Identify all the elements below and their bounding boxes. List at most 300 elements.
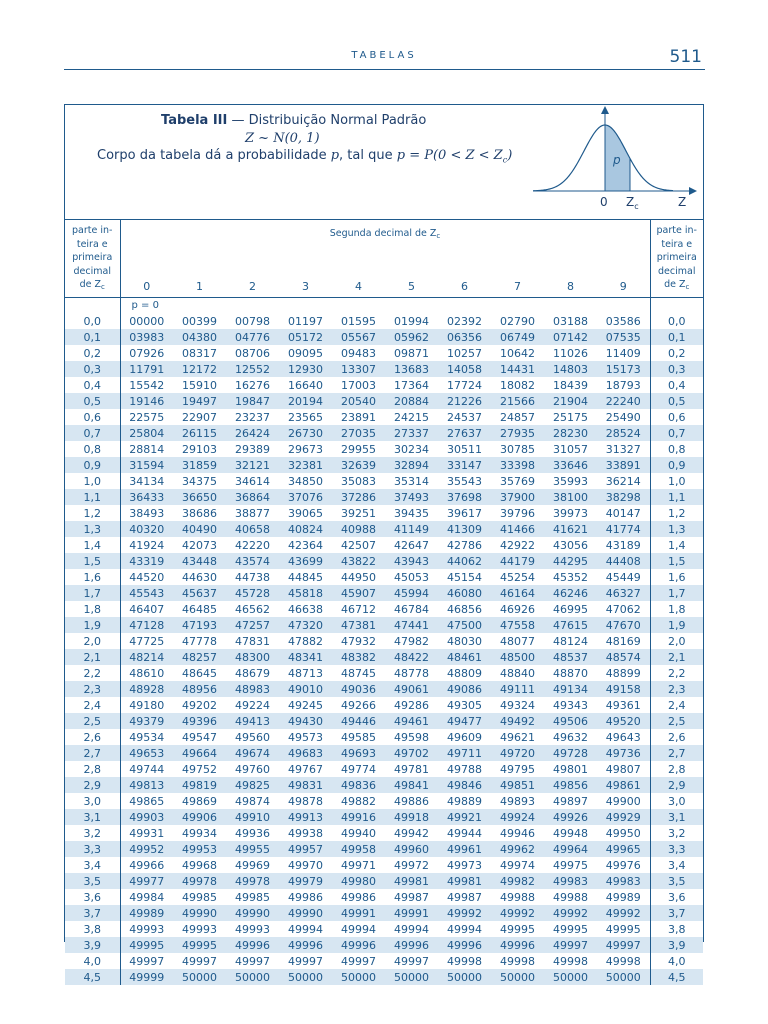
probability-cell: 35314 [394, 474, 429, 488]
probability-cell: 21566 [491, 393, 544, 409]
z-value-left: 1,6 [65, 569, 120, 585]
probability-cell: 26115 [173, 425, 226, 441]
title-dash: — [231, 113, 245, 128]
probability-cell: 49781 [394, 762, 429, 776]
probability-cell: 38686 [182, 506, 217, 520]
probability-cell: 49981 [385, 873, 438, 889]
probability-cell: 49921 [438, 809, 491, 825]
page-number: 511 [669, 47, 702, 67]
probability-cell: 13683 [385, 361, 438, 377]
probability-cell: 50000 [438, 969, 491, 985]
probability-cell: 33398 [491, 457, 544, 473]
table-row [65, 617, 703, 633]
probability-cell: 50000 [597, 969, 650, 985]
z-value-right: 3,0 [650, 793, 703, 809]
z-value-left: 1,1 [65, 489, 120, 505]
probability-cell: 49998 [605, 954, 641, 968]
probability-cell: 21226 [438, 393, 491, 409]
probability-cell: 49998 [553, 954, 588, 968]
z-value-right: 2,5 [650, 713, 703, 729]
probability-cell: 49992 [544, 905, 597, 921]
z-value-right: 2,1 [650, 649, 703, 665]
probability-cell: 49903 [120, 809, 173, 825]
probability-cell: 46638 [288, 602, 323, 616]
z-value-right: 3,2 [650, 825, 703, 841]
probability-cell: 39796 [500, 506, 535, 520]
probability-cell: 49994 [447, 922, 482, 936]
probability-cell: 49728 [544, 745, 597, 761]
probability-cell: 49598 [394, 730, 429, 744]
probability-cell: 18439 [553, 378, 588, 392]
probability-cell: 49988 [500, 890, 535, 904]
zc-label-sub: c [634, 202, 639, 211]
z-value-left: 1,0 [65, 473, 120, 489]
probability-cell: 49643 [605, 730, 641, 744]
z-value-right: 0,5 [650, 393, 703, 409]
probability-cell: 42786 [447, 538, 482, 552]
z-value-right: 1,2 [650, 505, 703, 521]
z-value-right: 2,2 [650, 665, 703, 681]
column-header-digit: 3 [279, 261, 332, 297]
probability-cell: 27637 [438, 425, 491, 441]
probability-cell: 19847 [226, 393, 279, 409]
probability-cell: 49978 [226, 873, 279, 889]
probability-cell: 33891 [597, 457, 650, 473]
probability-cell: 49993 [235, 922, 270, 936]
probability-cell: 27035 [332, 425, 385, 441]
probability-cell: 49807 [605, 762, 641, 776]
probability-cell: 47982 [394, 634, 429, 648]
z-value-right: 0,1 [650, 329, 703, 345]
probability-cell: 24857 [500, 410, 535, 424]
table-row [65, 313, 703, 329]
probability-cell: 49856 [544, 777, 597, 793]
probability-cell: 15910 [182, 378, 217, 392]
probability-cell: 49955 [226, 841, 279, 857]
probability-cell: 49952 [120, 841, 173, 857]
probability-cell: 29955 [341, 442, 376, 456]
table-row [65, 425, 703, 441]
header-divider [64, 69, 705, 70]
table-row [65, 713, 703, 729]
probability-cell: 49946 [500, 826, 535, 840]
probability-cell: 48257 [173, 649, 226, 665]
probability-cell: 49819 [173, 777, 226, 793]
probability-cell: 37286 [332, 489, 385, 505]
side-header-line: de $Z_c$ [664, 279, 690, 291]
probability-cell: 48030 [447, 634, 482, 648]
probability-cell: 41924 [129, 538, 165, 552]
y-axis-arrow-icon [601, 106, 609, 114]
probability-cell: 44179 [491, 553, 544, 569]
probability-cell: 49993 [129, 922, 165, 936]
probability-cell: 39065 [288, 506, 323, 520]
probability-cell: 47128 [120, 617, 173, 633]
z-value-left: 2,9 [65, 777, 120, 793]
right-side-header [650, 220, 703, 297]
probability-cell: 48537 [544, 649, 597, 665]
probability-cell: 49994 [341, 922, 376, 936]
z-value-left: 3,3 [65, 841, 120, 857]
probability-cell: 48928 [120, 681, 173, 697]
probability-cell: 49910 [226, 809, 279, 825]
probability-cell: 49977 [120, 873, 173, 889]
table-row [65, 345, 703, 361]
probability-cell: 49343 [553, 698, 588, 712]
z-value-left: 3,6 [65, 889, 120, 905]
probability-cell: 49993 [182, 922, 217, 936]
table-row [65, 329, 703, 345]
probability-cell: 43943 [385, 553, 438, 569]
probability-cell: 43699 [279, 553, 332, 569]
table-row [65, 745, 703, 761]
probability-cell: 39435 [394, 506, 429, 520]
probability-cell: 46712 [341, 602, 376, 616]
probability-cell: 30511 [447, 442, 482, 456]
table-row [65, 793, 703, 809]
probability-cell: 49986 [288, 890, 323, 904]
probability-cell: 49998 [447, 954, 482, 968]
probability-cell: 49874 [235, 794, 270, 808]
probability-cell: 49061 [385, 681, 438, 697]
table-row [65, 857, 703, 873]
probability-cell: 48713 [288, 666, 323, 680]
z-value-right: 2,4 [650, 697, 703, 713]
probability-cell: 49324 [500, 698, 535, 712]
probability-cell: 45994 [385, 585, 438, 601]
probability-cell: 49111 [491, 681, 544, 697]
probability-cell: 49969 [235, 858, 270, 872]
table-description [97, 148, 512, 165]
z-value-left: 2,1 [65, 649, 120, 665]
probability-cell: 35083 [341, 474, 376, 488]
probability-cell: 31859 [173, 457, 226, 473]
probability-cell: 48382 [332, 649, 385, 665]
table-row [65, 889, 703, 905]
z-value-left: 1,4 [65, 537, 120, 553]
probability-cell: 19146 [120, 393, 173, 409]
probability-cell: 46164 [491, 585, 544, 601]
z-value-left: 0,5 [65, 393, 120, 409]
table-row [65, 553, 703, 569]
probability-cell: 36214 [605, 474, 641, 488]
probability-cell: 49966 [129, 858, 165, 872]
probability-cell: 05962 [385, 329, 438, 345]
table-row [65, 777, 703, 793]
probability-cell: 14803 [544, 361, 597, 377]
probability-cell: 32381 [279, 457, 332, 473]
p-zero-label: p = 0 [120, 297, 226, 313]
z-value-left: 2,2 [65, 665, 120, 681]
probability-cell: 49987 [447, 890, 482, 904]
probability-cell: 19497 [173, 393, 226, 409]
z-value-right: 0,3 [650, 361, 703, 377]
probability-cell: 12552 [226, 361, 279, 377]
side-header-line: primeira [72, 252, 113, 263]
probability-cell: 03586 [605, 314, 641, 328]
probability-cell: 48461 [438, 649, 491, 665]
z-value-left: 2,6 [65, 729, 120, 745]
z-value-left: 0,0 [65, 313, 120, 329]
probability-cell: 04380 [173, 329, 226, 345]
probability-cell: 38877 [235, 506, 270, 520]
probability-cell: 49836 [332, 777, 385, 793]
column-header-digit: 7 [491, 261, 544, 297]
probability-cell: 47193 [173, 617, 226, 633]
probability-cell: 49996 [491, 937, 544, 953]
probability-cell: 33646 [544, 457, 597, 473]
probability-cell: 48956 [173, 681, 226, 697]
probability-cell: 35993 [553, 474, 588, 488]
probability-cell: 49361 [605, 698, 641, 712]
probability-cell: 43574 [226, 553, 279, 569]
probability-cell: 49991 [332, 905, 385, 921]
probability-cell: 49926 [544, 809, 597, 825]
z-value-right: 0,8 [650, 441, 703, 457]
probability-cell: 42922 [500, 538, 535, 552]
description-middle: , tal que [339, 148, 393, 163]
table-row [65, 521, 703, 537]
probability-cell: 02790 [500, 314, 535, 328]
probability-cell: 49621 [500, 730, 535, 744]
probability-cell: 40658 [226, 521, 279, 537]
probability-cell: 27935 [491, 425, 544, 441]
probability-cell: 44408 [597, 553, 650, 569]
probability-cell: 02392 [447, 314, 482, 328]
z-value-right: 1,5 [650, 553, 703, 569]
probability-cell: 05172 [279, 329, 332, 345]
probability-cell: 49986 [341, 890, 376, 904]
probability-cell: 21904 [544, 393, 597, 409]
probability-cell: 36864 [226, 489, 279, 505]
probability-cell: 49916 [332, 809, 385, 825]
probability-cell: 49979 [279, 873, 332, 889]
probability-cell: 49929 [597, 809, 650, 825]
probability-cell: 49379 [120, 713, 173, 729]
probability-cell: 49942 [394, 826, 429, 840]
probability-cell: 49831 [279, 777, 332, 793]
probability-cell: 49965 [597, 841, 650, 857]
probability-cell: 35543 [447, 474, 482, 488]
probability-cell: 49944 [447, 826, 482, 840]
probability-cell: 26424 [226, 425, 279, 441]
probability-cell: 01994 [394, 314, 429, 328]
probability-cell: 49134 [544, 681, 597, 697]
probability-cell: 37493 [385, 489, 438, 505]
probability-cell: 49992 [491, 905, 544, 921]
z-value-left: 0,3 [65, 361, 120, 377]
x-axis-arrow-icon [689, 187, 697, 195]
probability-cell: 45818 [279, 585, 332, 601]
probability-cell: 06749 [491, 329, 544, 345]
z-value-right: 1,0 [650, 473, 703, 489]
column-header-digit: 8 [544, 261, 597, 297]
probability-cell: 47932 [341, 634, 376, 648]
z-value-left: 1,7 [65, 585, 120, 601]
probability-cell: 41621 [544, 521, 597, 537]
table-row [65, 473, 703, 489]
probability-cell: 47257 [226, 617, 279, 633]
probability-cell: 49978 [173, 873, 226, 889]
probability-cell: 38298 [597, 489, 650, 505]
probability-expression: p = P(0 < Z < Z [396, 148, 503, 163]
table-row [65, 585, 703, 601]
side-header-line: teira e [76, 238, 108, 250]
probability-cell: 49996 [332, 937, 385, 953]
probability-cell: 25175 [553, 410, 588, 424]
probability-cell: 44062 [438, 553, 491, 569]
probability-cell: 44738 [235, 570, 270, 584]
probability-cell: 49825 [226, 777, 279, 793]
probability-cell: 49991 [385, 905, 438, 921]
probability-cell: 49971 [341, 858, 376, 872]
table-row [65, 937, 703, 953]
column-header-digit: 9 [597, 261, 650, 297]
probability-cell: 35769 [500, 474, 535, 488]
table-row [65, 377, 703, 393]
column-header-digit: 6 [438, 261, 491, 297]
probability-cell: 49878 [288, 794, 323, 808]
zero-label: 0 [600, 195, 608, 209]
probability-cell: 49957 [279, 841, 332, 857]
table-row [65, 601, 703, 617]
probability-cell: 17724 [447, 378, 482, 392]
probability-cell: 49997 [182, 954, 217, 968]
probability-cell: 46246 [544, 585, 597, 601]
probability-cell: 32121 [226, 457, 279, 473]
table-row [65, 649, 703, 665]
probability-cell: 49934 [182, 826, 217, 840]
probability-cell: 32639 [332, 457, 385, 473]
z-value-left: 2,7 [65, 745, 120, 761]
z-value-left: 3,8 [65, 921, 120, 937]
probability-cell: 49560 [235, 730, 270, 744]
z-value-left: 0,4 [65, 377, 120, 393]
probability-cell: 28230 [544, 425, 597, 441]
z-value-left: 1,9 [65, 617, 120, 633]
probability-cell: 48574 [597, 649, 650, 665]
probability-cell: 07535 [597, 329, 650, 345]
probability-cell: 48077 [500, 634, 535, 648]
probability-cell: 45154 [447, 570, 482, 584]
probability-cell: 49774 [341, 762, 376, 776]
probability-cell: 49744 [129, 762, 165, 776]
probability-cell: 49180 [129, 698, 165, 712]
z-value-left: 2,5 [65, 713, 120, 729]
probability-cell: 41149 [385, 521, 438, 537]
z-value-right: 3,1 [650, 809, 703, 825]
probability-cell: 25804 [120, 425, 173, 441]
probability-cell: 48809 [447, 666, 482, 680]
probability-cell: 49461 [385, 713, 438, 729]
probability-cell: 49752 [182, 762, 217, 776]
probability-cell: 47558 [491, 617, 544, 633]
z-value-right: 2,9 [650, 777, 703, 793]
probability-cell: 49976 [605, 858, 641, 872]
probability-cell: 45907 [332, 585, 385, 601]
probability-cell: 49961 [438, 841, 491, 857]
probability-cell: 49286 [394, 698, 429, 712]
z-value-right: 3,4 [650, 857, 703, 873]
probability-cell: 28814 [129, 442, 165, 456]
probability-cell: 49989 [120, 905, 173, 921]
probability-cell: 48983 [226, 681, 279, 697]
table-title-area [65, 105, 703, 219]
probability-cell: 38100 [544, 489, 597, 505]
probability-cell: 44520 [129, 570, 165, 584]
probability-cell: 41309 [438, 521, 491, 537]
probability-cell: 49788 [447, 762, 482, 776]
probability-cell: 22240 [597, 393, 650, 409]
probability-cell: 33147 [438, 457, 491, 473]
probability-cell: 20194 [279, 393, 332, 409]
probability-cell: 42073 [182, 538, 217, 552]
probability-cell: 49086 [438, 681, 491, 697]
table-row [65, 969, 703, 985]
probability-cell: 49913 [279, 809, 332, 825]
probability-cell: 06356 [438, 329, 491, 345]
z-value-left: 2,4 [65, 697, 120, 713]
probability-cell: 49305 [447, 698, 482, 712]
probability-cell: 42364 [288, 538, 323, 552]
side-header-line: teira e [661, 238, 693, 250]
table-row [65, 489, 703, 505]
probability-cell: 18082 [500, 378, 535, 392]
z-value-right: 0,2 [650, 345, 703, 361]
probability-cell: 46407 [129, 602, 165, 616]
probability-cell: 49736 [597, 745, 650, 761]
probability-cell: 48341 [279, 649, 332, 665]
table-row [65, 841, 703, 857]
table-row [65, 873, 703, 889]
probability-cell: 11409 [605, 346, 641, 360]
z-value-left: 1,8 [65, 601, 120, 617]
probability-cell: 49989 [605, 890, 641, 904]
probability-cell: 47831 [235, 634, 270, 648]
probability-cell: 03188 [553, 314, 588, 328]
table-row [65, 361, 703, 377]
probability-cell: 49573 [288, 730, 323, 744]
probability-cell: 49865 [129, 794, 165, 808]
table-row [65, 409, 703, 425]
probability-cell: 46856 [447, 602, 482, 616]
probability-cell: 49202 [182, 698, 217, 712]
z-value-right: 3,5 [650, 873, 703, 889]
probability-cell: 49413 [226, 713, 279, 729]
probability-cell: 48645 [182, 666, 217, 680]
z-value-left: 0,9 [65, 457, 120, 473]
probability-cell: 20884 [385, 393, 438, 409]
area-label: p [613, 153, 621, 167]
probability-cell: 49882 [341, 794, 376, 808]
side-header-line: decimal [73, 265, 111, 277]
probability-cell: 49889 [447, 794, 482, 808]
probability-cell: 49585 [341, 730, 376, 744]
probability-cell: 49997 [129, 954, 165, 968]
second-decimal-header: Segunda decimal de $Z_c$ [329, 228, 441, 240]
probability-cell: 49224 [235, 698, 270, 712]
probability-cell: 45449 [605, 570, 641, 584]
probability-cell: 49983 [544, 873, 597, 889]
z-value-right: 0,7 [650, 425, 703, 441]
probability-cell: 45352 [553, 570, 588, 584]
probability-cell: 07926 [129, 346, 165, 360]
probability-cell: 49992 [597, 905, 650, 921]
z-value-left: 2,0 [65, 633, 120, 649]
z-value-right: 4,5 [650, 969, 703, 985]
probability-cell: 49674 [226, 745, 279, 761]
left-side-header [65, 220, 120, 297]
